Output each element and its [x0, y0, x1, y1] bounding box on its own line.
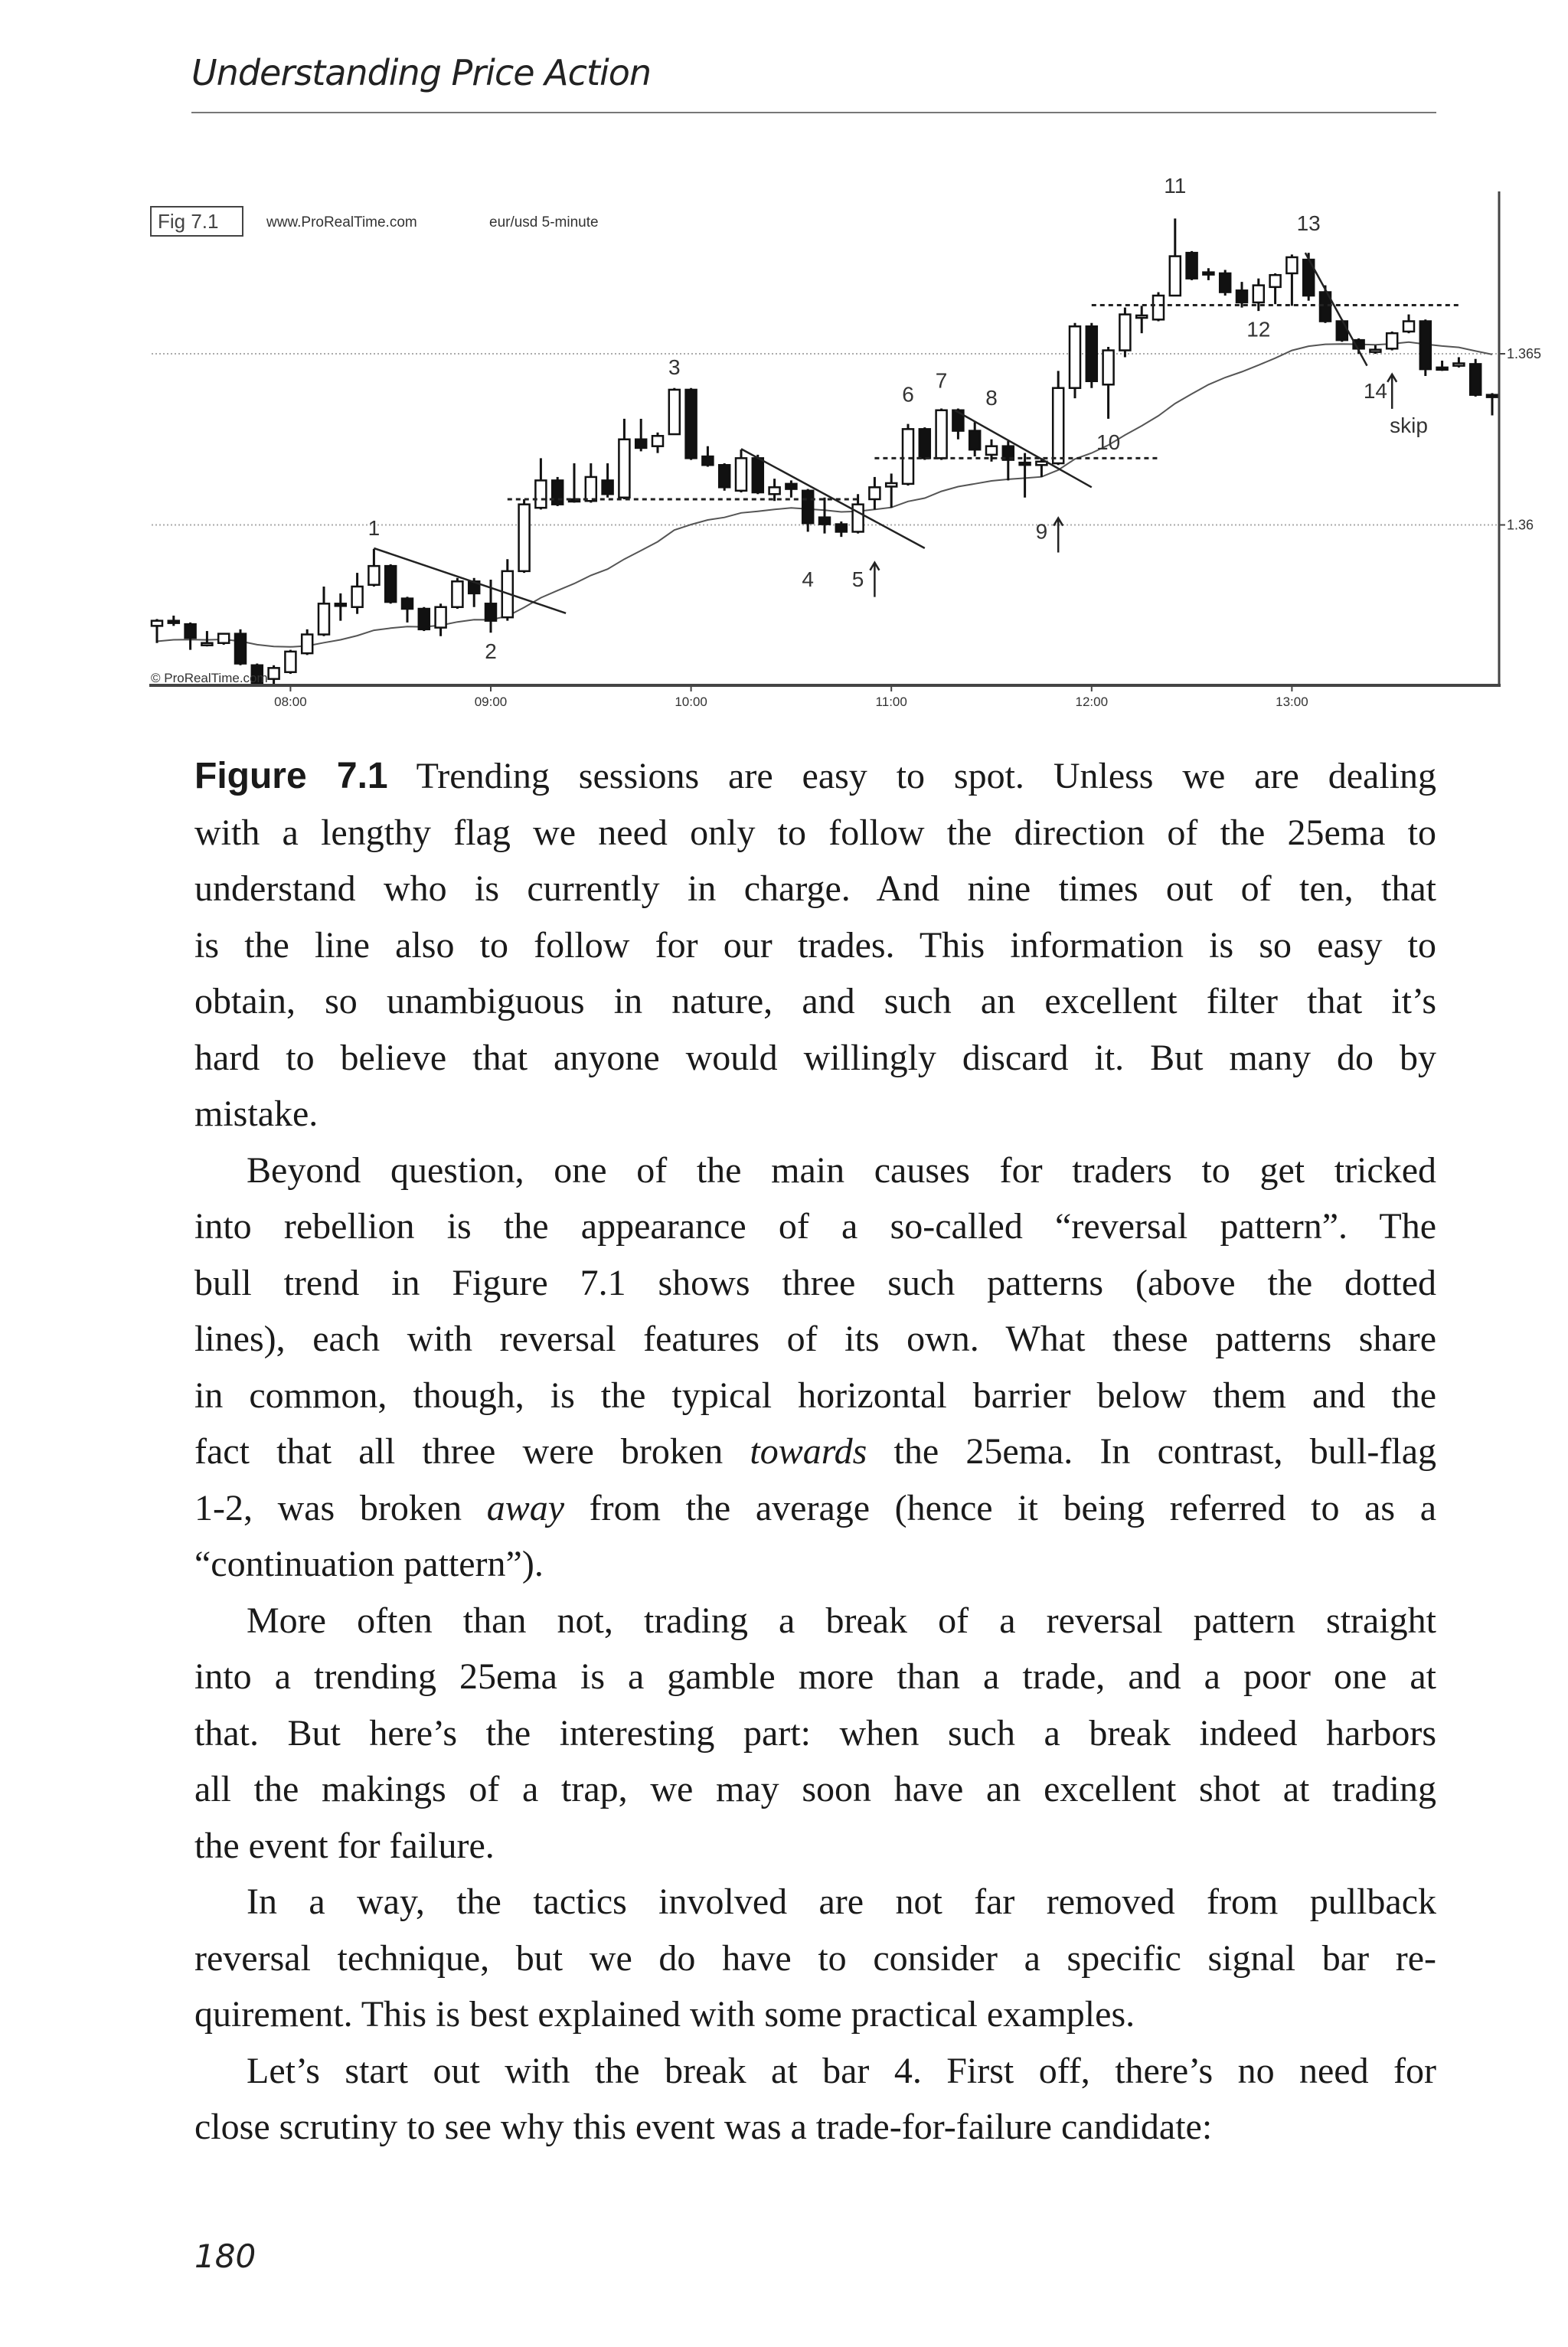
- candle-bull: [519, 505, 530, 571]
- bar-label: 1: [368, 515, 381, 540]
- caption-line: is the line also to follow for our trades. This information is so easy to: [194, 924, 1436, 966]
- emphasis: away: [486, 1487, 565, 1528]
- running-head: Understanding Price Action: [191, 52, 652, 93]
- candle-bull: [368, 566, 379, 585]
- emphasis: towards: [750, 1431, 867, 1472]
- candle-bull: [619, 440, 629, 498]
- chart-copyright: © ProRealTime.com: [151, 671, 268, 685]
- paragraph-line: Let’s start out with the break at bar 4. First off, there’s no need for: [247, 2050, 1436, 2091]
- bar-label: skip: [1390, 413, 1428, 437]
- paragraph-line: quirement. This is best explained with some practical examples.: [194, 1994, 1135, 2035]
- candle-bull: [1119, 315, 1130, 351]
- candle-bear: [1437, 368, 1448, 370]
- paragraph-line: [194, 1480, 1436, 1537]
- caption-line: mistake.: [194, 1093, 318, 1134]
- candle-bear: [1337, 322, 1348, 341]
- bar-label: 7: [935, 368, 948, 393]
- bar-label: 9: [1035, 519, 1048, 544]
- bar-label: 3: [668, 355, 681, 379]
- paragraph-line: In a way, the tactics involved are not far removed from pullback: [247, 1881, 1436, 1922]
- candle-bear: [1487, 395, 1498, 397]
- candle-bear: [1203, 273, 1214, 275]
- candle-bear: [920, 429, 930, 458]
- candle-bull: [1170, 257, 1181, 296]
- bar-label: 8: [985, 386, 998, 410]
- candle-bull: [1453, 364, 1464, 366]
- y-tick-label: 1.365: [1507, 346, 1542, 361]
- x-tick-label: 12:00: [1075, 695, 1109, 709]
- candle-bull: [352, 587, 363, 607]
- candle-bull: [869, 487, 880, 499]
- candle-bear: [1470, 364, 1481, 394]
- candle-bear: [786, 484, 796, 489]
- candle-bear: [819, 518, 830, 525]
- bar-label: 14: [1363, 379, 1387, 404]
- candle-bull: [1153, 296, 1164, 319]
- candle-bear: [402, 599, 413, 609]
- candle-bull: [152, 621, 162, 626]
- candle-bear: [1236, 290, 1247, 302]
- x-tick-label: 08:00: [274, 695, 307, 709]
- candle-bull: [535, 480, 546, 508]
- candle-bull: [1070, 326, 1080, 387]
- candle-bear: [686, 390, 697, 458]
- caption-line: with a lengthy flag we need only to follow the direction of the 25ema to: [194, 812, 1436, 853]
- paragraph-line: close scrutiny to see why this event was a trade-for-failure candidate:: [194, 2107, 1213, 2147]
- candle-bear: [1187, 253, 1197, 279]
- bar-label: 12: [1246, 317, 1271, 342]
- trendline: [1305, 253, 1367, 366]
- bar-label: 10: [1096, 430, 1121, 455]
- x-tick-label: 09:00: [474, 695, 508, 709]
- candle-bear: [1220, 273, 1230, 293]
- candle-bull: [1136, 315, 1147, 318]
- candle-bear: [836, 525, 847, 532]
- price-chart: [0, 0, 1568, 735]
- figure-label: Figure 7.1: [194, 756, 388, 796]
- candle-bull: [586, 477, 596, 501]
- paragraph-line: in common, though, is the typical horizontal barrier below them and the: [194, 1375, 1436, 1416]
- text-segment: the 25ema. In contrast, bull-flag: [867, 1431, 1437, 1472]
- candle-bull: [669, 390, 680, 434]
- caption-line: understand who is currently in charge. And nine times out of ten, that: [194, 868, 1436, 909]
- paragraph-line: [194, 1424, 1436, 1480]
- candle-bull: [436, 607, 446, 628]
- paragraph-line: More often than not, trading a break of a reversal pattern straight: [247, 1600, 1436, 1641]
- candle-bull: [853, 505, 864, 532]
- candle-bull: [201, 643, 212, 646]
- candle-bear: [385, 566, 396, 602]
- bar-label: 2: [485, 639, 497, 663]
- paragraph-line: the event for failure.: [194, 1825, 495, 1866]
- candle-bear: [235, 634, 246, 664]
- arrow-up-icon: [1054, 518, 1063, 553]
- candle-bull: [903, 429, 913, 484]
- candle-bear: [969, 431, 980, 450]
- candle-bear: [753, 458, 763, 492]
- bar-label: 13: [1296, 211, 1321, 236]
- candle-bear: [719, 465, 730, 487]
- candle-bull: [1270, 275, 1281, 287]
- bar-label: 5: [851, 567, 864, 591]
- candle-bull: [302, 635, 312, 654]
- chart-instrument: eur/usd 5-minute: [489, 214, 599, 230]
- candle-bear: [603, 480, 613, 494]
- page-number: 180: [194, 2237, 256, 2275]
- candle-bull: [1403, 322, 1414, 332]
- bar-label: 6: [902, 382, 914, 407]
- bar-label: 4: [802, 567, 814, 591]
- paragraph-line: bull trend in Figure 7.1 shows three such patterns (above the dotted: [194, 1262, 1436, 1303]
- candle-bear: [1420, 322, 1431, 370]
- candle-bear: [485, 603, 496, 620]
- candle-bull: [318, 603, 329, 634]
- candle-bull: [886, 483, 897, 486]
- candle-bull: [1253, 286, 1264, 302]
- candle-bear: [185, 624, 196, 638]
- candle-bull: [1370, 350, 1380, 352]
- candle-bear: [1020, 463, 1031, 465]
- chart-source: www.ProRealTime.com: [266, 214, 417, 230]
- paragraph-line: “continuation pattern”).: [194, 1544, 544, 1584]
- candle-bear: [335, 603, 346, 606]
- candle-bear: [702, 456, 713, 465]
- text-segment: from the average (hence it being referred to as a: [564, 1487, 1436, 1528]
- candle-bull: [1387, 333, 1397, 348]
- candle-bull: [218, 634, 229, 643]
- arrow-up-icon: [1387, 374, 1396, 409]
- paragraph-line: into rebellion is the appearance of a so-called “reversal pattern”. The: [194, 1206, 1436, 1247]
- text-segment: fact that all three were broken: [194, 1431, 750, 1472]
- candle-bull: [986, 446, 997, 455]
- x-tick-label: 13:00: [1276, 695, 1308, 709]
- candle-bull: [452, 581, 462, 607]
- paragraph-line: Beyond question, one of the main causes for traders to get tricked: [247, 1149, 1436, 1191]
- candle-bear: [168, 621, 179, 623]
- candle-bull: [1103, 351, 1114, 385]
- candle-bull: [1053, 388, 1063, 463]
- paragraph-line: reversal technique, but we do have to consider a specific signal bar re-: [194, 1937, 1436, 1979]
- body-text: [194, 748, 1436, 2156]
- paragraph-line: into a trending 25ema is a gamble more than a trade, and a poor one at: [194, 1656, 1436, 1697]
- candle-bear: [552, 480, 563, 504]
- arrow-up-icon: [870, 563, 879, 597]
- caption-line: Figure 7.1 Trending sessions are easy to spot. Unless we are dealing: [194, 756, 1436, 796]
- candle-bull: [652, 436, 663, 446]
- caption-line: obtain, so unambiguous in nature, and such an excellent filter that it’s: [194, 981, 1436, 1022]
- candle-bear: [419, 609, 430, 629]
- paragraph-line: all the makings of a trap, we may soon have an excellent shot at trading: [194, 1769, 1436, 1809]
- figure-tag: Fig 7.1: [158, 210, 219, 233]
- paragraph-line: lines), each with reversal features of its own. What these patterns share: [194, 1319, 1436, 1359]
- x-tick-label: 10:00: [675, 695, 707, 709]
- text-segment: 1-2, was broken: [194, 1487, 487, 1528]
- candle-bear: [1086, 326, 1097, 381]
- y-tick-label: 1.36: [1507, 517, 1534, 533]
- paragraph-line: that. But here’s the interesting part: when such a break indeed harbors: [194, 1712, 1436, 1754]
- bar-label: 11: [1164, 173, 1187, 198]
- x-tick-label: 11:00: [875, 695, 907, 709]
- candle-bull: [285, 652, 296, 672]
- candle-bull: [769, 487, 780, 494]
- candle-bear: [802, 491, 813, 523]
- candle-bear: [635, 440, 646, 448]
- candle-bull: [1286, 257, 1297, 273]
- candle-bull: [736, 458, 746, 490]
- candle-bull: [269, 668, 279, 678]
- candle-bull: [936, 410, 947, 459]
- caption-line: hard to believe that anyone would willingly discard it. But many do by: [194, 1037, 1436, 1078]
